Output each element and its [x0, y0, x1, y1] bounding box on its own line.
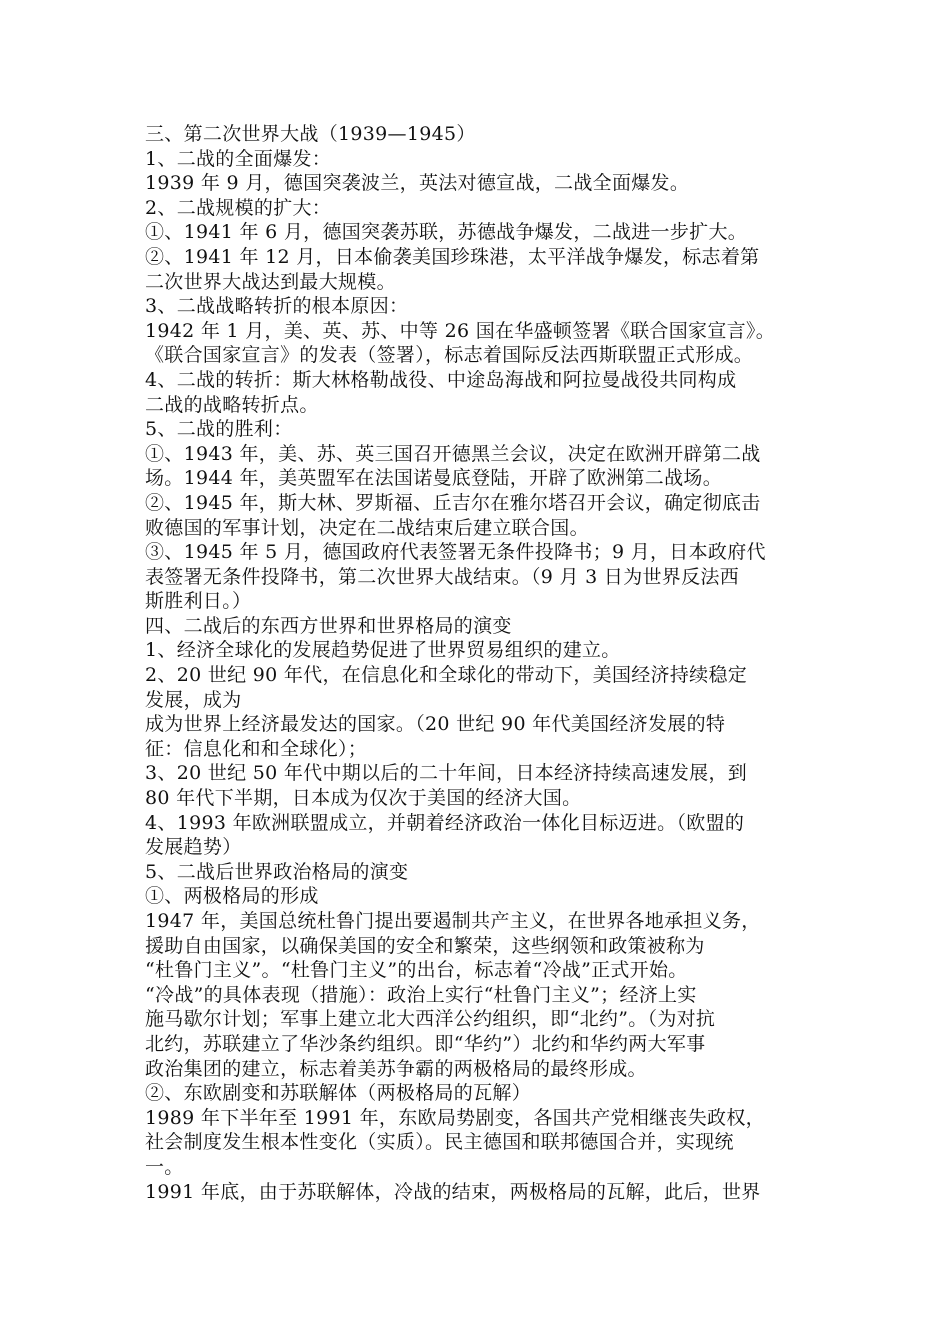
subheading-bipolar-formation: ①、两极格局的形成: [145, 885, 319, 908]
text-line: 2、20 世纪 90 年代，在信息化和全球化的带动下，美国经济持续稳定: [145, 664, 748, 687]
text-line: 二战的战略转折点。: [145, 393, 319, 416]
text-line: 成为世界上经济最发达的国家。（20 世纪 90 年代美国经济发展的特: [145, 713, 726, 736]
heading-section-4: 四、二战后的东西方世界和世界格局的演变: [145, 614, 512, 637]
subheading-political-pattern: 5、二战后世界政治格局的演变: [145, 860, 409, 883]
document-body: [145, 122, 815, 1204]
text-line: 征：信息化和和全球化）；: [145, 737, 368, 760]
text-line: ①、1943 年，美、苏、英三国召开德黑兰会议，决定在欧洲开辟第二战: [145, 442, 761, 465]
text-line: 4、1993 年欧洲联盟成立，并朝着经济政治一体化目标迈进。（欧盟的: [145, 811, 745, 834]
text-line: ②、1945 年，斯大林、罗斯福、丘吉尔在雅尔塔召开会议，确定彻底击: [145, 491, 761, 514]
text-line: 北约，苏联建立了华沙条约组织。即“华约”）北约和华约两大军事: [145, 1032, 706, 1055]
text-line: ②、1941 年 12 月，日本偷袭美国珍珠港，太平洋战争爆发，标志着第: [145, 245, 760, 268]
text-line: 80 年代下半期，日本成为仅次于美国的经济大国。: [145, 787, 582, 810]
text-line: ①、1941 年 6 月，德国突袭苏联，苏德战争爆发，二战进一步扩大。: [145, 221, 748, 244]
text-line: 1942 年 1 月，美、英、苏、中等 26 国在华盛顿签署《联合国家宣言》。: [145, 319, 776, 342]
text-line: 一。: [145, 1155, 184, 1178]
text-line: 发展，成为: [145, 688, 242, 711]
text-line: 1939 年 9 月，德国突袭波兰，英法对德宣战，二战全面爆发。: [145, 172, 690, 195]
subheading-victory: 5、二战的胜利：: [145, 418, 293, 441]
text-line: ③、1945 年 5 月，德国政府代表签署无条件投降书；9 月，日本政府代: [145, 541, 766, 564]
text-line: 1991 年底，由于苏联解体，冷战的结束，两极格局的瓦解，此后，世界: [145, 1180, 761, 1203]
text-line: 二次世界大战达到最大规模。: [145, 270, 396, 293]
text-line: “冷战”的具体表现（措施）：政治上实行“杜鲁门主义”；经济上实: [145, 983, 697, 1006]
text-line: 斯胜利日。）: [145, 590, 252, 613]
text-line: 援助自由国家，以确保美国的安全和繁荣，这些纲领和政策被称为: [145, 934, 705, 957]
text-line: 败德国的军事计划，决定在二战结束后建立联合国。: [145, 516, 589, 539]
text-line: 表签署无条件投降书，第二次世界大战结束。（9 月 3 日为世界反法西: [145, 565, 739, 588]
subheading-outbreak: 1、二战的全面爆发：: [145, 147, 332, 170]
subheading-bipolar-collapse: ②、东欧剧变和苏联解体（两极格局的瓦解）: [145, 1082, 532, 1105]
text-line: 4、二战的转折：斯大林格勒战役、中途岛海战和阿拉曼战役共同构成: [145, 368, 737, 391]
text-line: 3、20 世纪 50 年代中期以后的二十年间，日本经济持续高速发展，到: [145, 762, 748, 785]
text-line: 政治集团的建立，标志着美苏争霸的两极格局的最终形成。: [145, 1057, 647, 1080]
text-line: “杜鲁门主义”。“杜鲁门主义”的出台，标志着“冷战”正式开始。: [145, 959, 688, 982]
subheading-expansion: 2、二战规模的扩大：: [145, 196, 332, 219]
text-line: 1、经济全球化的发展趋势促进了世界贸易组织的建立。: [145, 639, 621, 662]
text-line: 施马歇尔计划；军事上建立北大西洋公约组织，即“北约”。（为对抗: [145, 1008, 716, 1031]
heading-section-3: 三、第二次世界大战（1939—1945）: [145, 123, 476, 145]
text-line: 1989 年下半年至 1991 年，东欧局势剧变，各国共产党相继丧失政权，: [145, 1106, 765, 1129]
text-line: 《联合国家宣言》的发表（签署），标志着国际反法西斯联盟正式形成。: [145, 344, 754, 367]
text-line: 发展趋势）: [145, 836, 242, 859]
subheading-turning-cause: 3、二战战略转折的根本原因：: [145, 295, 409, 318]
text-line: 1947 年，美国总统杜鲁门提出要遏制共产主义，在世界各地承担义务，: [145, 910, 761, 932]
text-line: 社会制度发生根本性变化（实质）。民主德国和联邦德国合并，实现统: [145, 1131, 734, 1154]
text-line: 场。1944 年，美英盟军在法国诺曼底登陆，开辟了欧洲第二战场。: [145, 467, 722, 490]
